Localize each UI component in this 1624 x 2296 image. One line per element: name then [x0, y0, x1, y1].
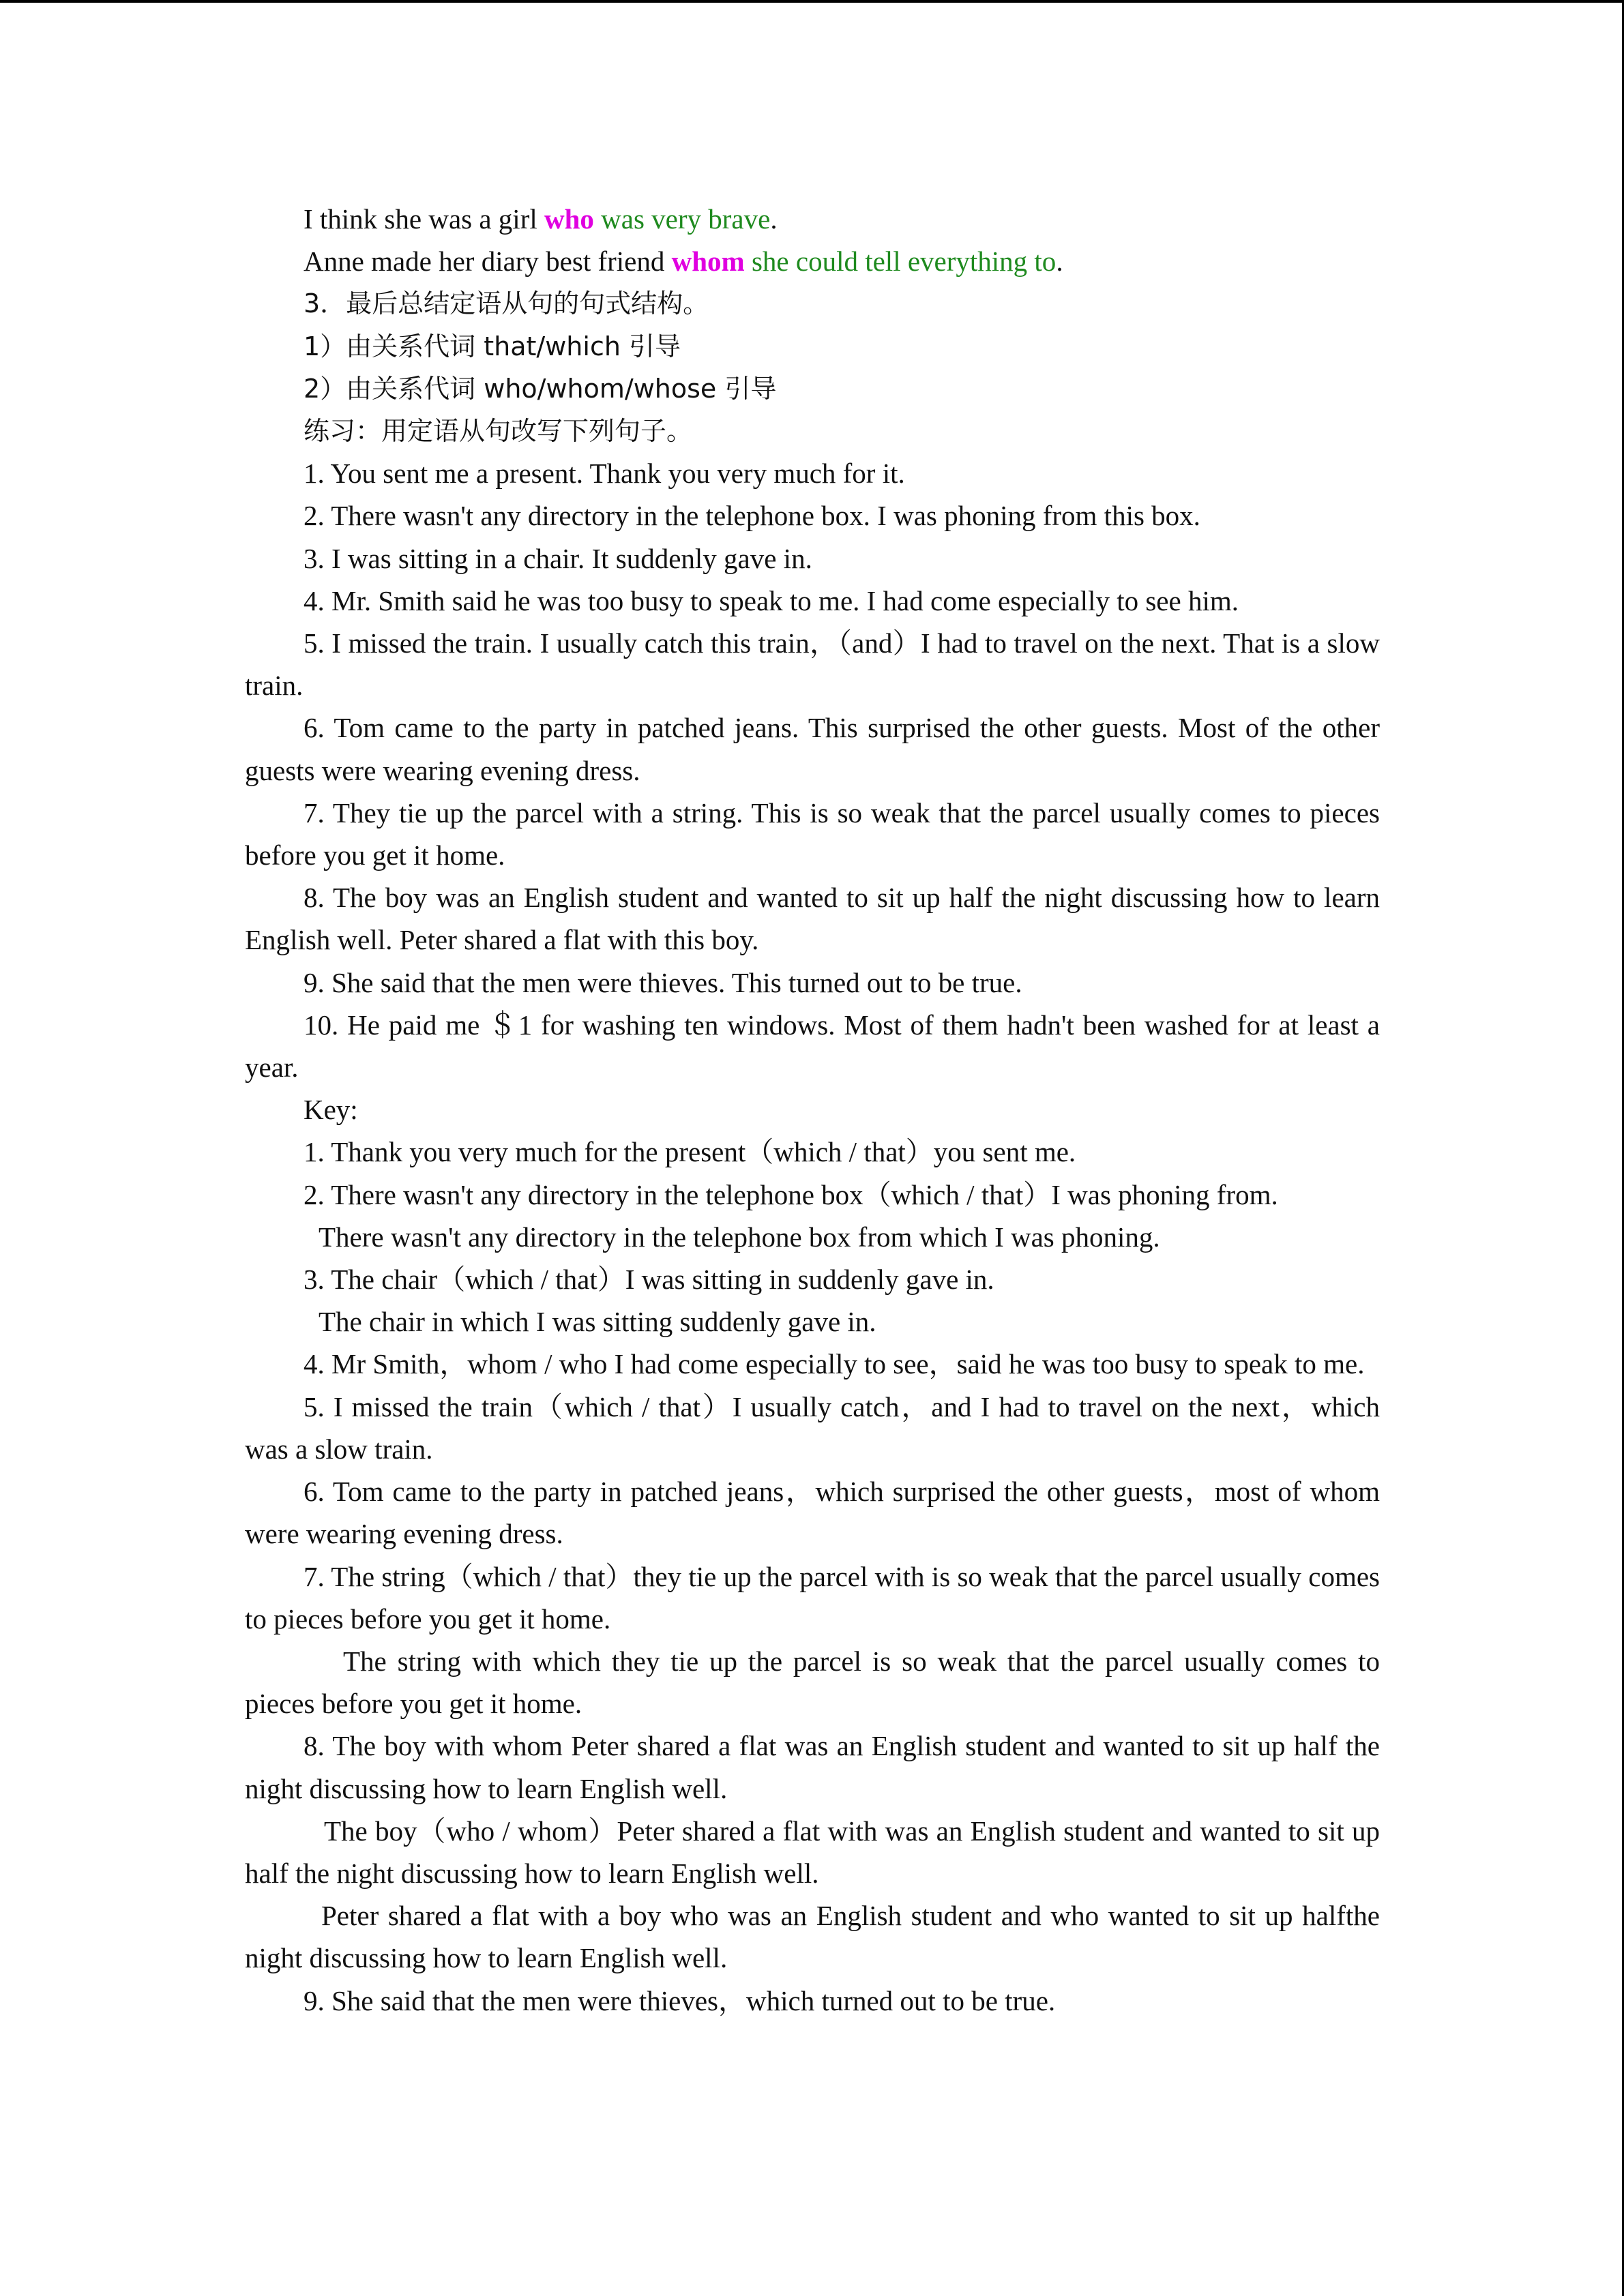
key-answer-5: 5. I missed the train（which / that）I usually catch，and I had to travel on the next，which was a slow train. [245, 1390, 1380, 1465]
exercise-item-9: 9. She said that the men were thieves. This turned out to be true. [304, 966, 1022, 998]
top-border [0, 0, 1624, 3]
relative-clause: was very brave [593, 203, 771, 235]
summary-rule-2: 2）由关系代词 who/whom/whose 引导 [304, 373, 777, 404]
key-answer-2: 2. There wasn't any directory in the telephone box（which / that）I was phoning from. [304, 1178, 1278, 1210]
exercise-item-10: 10. He paid me ＄1 for washing ten windows. Most of them hadn't been washed for at least a year. [245, 1009, 1380, 1084]
example-text: Anne made her diary best friend [304, 245, 672, 278]
key-answer-6: 6. Tom came to the party in patched jeans，which surprised the other guests，most of whom were wearing evening dress. [245, 1476, 1380, 1550]
exercise-item-2: 2. There wasn't any directory in the telephone box. I was phoning from this box. [304, 500, 1200, 532]
relative-pronoun-whom: whom [671, 245, 745, 278]
key-answer-8-alt-2: Peter shared a flat with a boy who was an English student and who wanted to sit up halfthe night discussing how to learn English well. [245, 1900, 1380, 1974]
exercise-item-8: 8. The boy was an English student and wanted to sit up half the night discussing how to learn English well. Peter shared a flat with this boy. [245, 882, 1380, 956]
key-answer-8: 8. The boy with whom Peter shared a flat was an English student and wanted to sit up half the night discussing how to learn English well. [245, 1730, 1380, 1804]
example-text: I think she was a girl [304, 203, 544, 235]
example-sentence-whom [245, 240, 1380, 282]
summary-rule-1: 1）由关系代词 that/which 引导 [304, 331, 681, 361]
key-answer-2-alt: There wasn't any directory in the telephone box from which I was phoning. [319, 1221, 1160, 1253]
key-answer-7: 7. The string（which / that）they tie up the parcel with is so weak that the parcel usually comes to pieces before you get it home. [245, 1560, 1380, 1635]
exercise-item-4: 4. Mr. Smith said he was too busy to speak to me. I had come especially to see him. [304, 584, 1239, 616]
key-answer-7-alt: The string with which they tie up the parcel is so weak that the parcel usually comes to pieces before you get it home. [245, 1645, 1380, 1720]
key-title: Key: [304, 1094, 358, 1126]
key-answer-4: 4. Mr Smith，whom / who I had come especially to see，said he was too busy to speak to me. [304, 1348, 1365, 1380]
example-text-end: . [1056, 245, 1063, 278]
summary-heading: 3．最后总结定语从句的句式结构。 [304, 288, 709, 319]
key-answer-3: 3. The chair（which / that）I was sitting in suddenly gave in. [304, 1264, 994, 1296]
example-sentence-who [245, 198, 1380, 240]
exercise-item-3: 3. I was sitting in a chair. It suddenly gave in. [304, 542, 812, 574]
document-body [245, 198, 1380, 2022]
exercise-item-1: 1. You sent me a present. Thank you very much for it. [304, 458, 905, 490]
key-answer-3-alt: The chair in which I was sitting suddenly gave in. [319, 1306, 876, 1338]
exercise-item-5: 5. I missed the train. I usually catch this train，（and）I had to travel on the next. That is a slow train. [245, 627, 1380, 702]
exercise-title: 练习：用定语从句改写下列句子。 [304, 416, 693, 447]
key-answer-8-alt: The boy（who / whom）Peter shared a flat with was an English student and wanted to sit up half the night discussing how to learn English well. [245, 1815, 1380, 1889]
exercise-item-7: 7. They tie up the parcel with a string. This is so weak that the parcel usually comes to pieces before you get it home. [245, 796, 1380, 871]
exercise-item-6: 6. Tom came to the party in patched jeans. This surprised the other guests. Most of the other guests were wearing evening dress. [245, 712, 1380, 786]
relative-clause: she could tell everything to [744, 245, 1057, 278]
example-text-end: . [770, 203, 778, 235]
relative-pronoun-who: who [544, 203, 594, 235]
key-answer-9: 9. She said that the men were thieves，which turned out to be true. [304, 1984, 1056, 2016]
key-answer-1: 1. Thank you very much for the present（which / that）you sent me. [304, 1136, 1076, 1168]
